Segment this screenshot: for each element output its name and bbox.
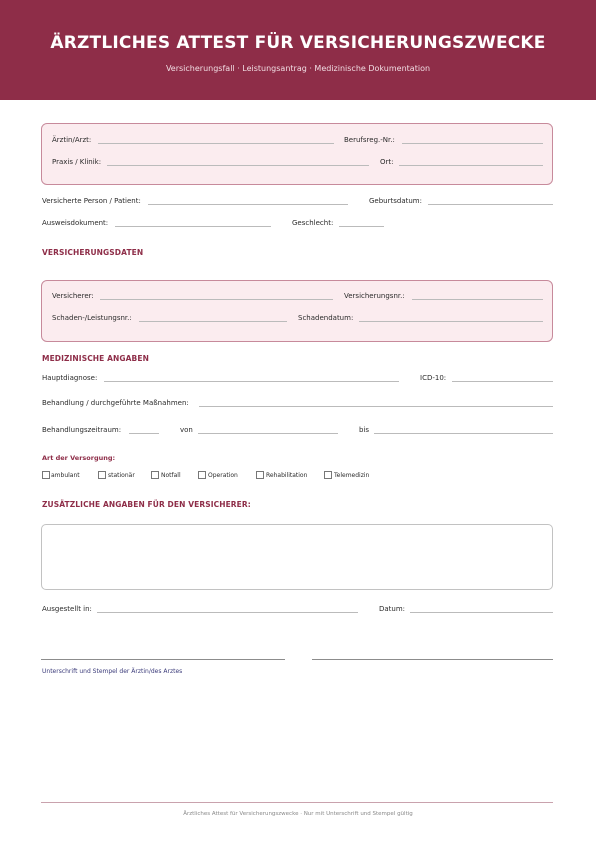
checkbox-rehabilitation[interactable]	[256, 471, 264, 479]
ort-label: Ort:	[380, 158, 394, 166]
versicherer-label: Versicherer:	[52, 292, 94, 300]
person-label: Versicherte Person / Patient:	[42, 197, 141, 205]
checkbox-label-rehabilitation: Rehabilitation	[266, 472, 308, 479]
berufsreg-label: Berufsreg.-Nr.:	[344, 136, 395, 144]
insurance-heading: VERSICHERUNGSDATEN	[42, 248, 144, 257]
checkbox-ambulant[interactable]	[42, 471, 50, 479]
checkbox-label-operation: Operation	[208, 472, 238, 479]
datum-label: Datum:	[379, 605, 406, 613]
behandlung-field[interactable]	[199, 406, 553, 407]
medical-heading: MEDIZINISCHE ANGABEN	[42, 354, 149, 363]
signature-caption: Unterschrift und Stempel der Ärztin/des Arztes	[42, 668, 183, 675]
checkbox-telemedizin[interactable]	[324, 471, 332, 479]
hauptdiagnose-field[interactable]	[104, 381, 399, 382]
von-label: von	[180, 426, 193, 434]
checkbox-label-stationaer: stationär	[108, 472, 135, 479]
checkbox-label-notfall: Notfall	[161, 472, 181, 479]
checkbox-label-telemedizin: Telemedizin	[334, 472, 370, 479]
zeitraum-field[interactable]	[129, 433, 159, 434]
geschlecht-field[interactable]	[339, 226, 384, 227]
additional-heading: ZUSÄTZLICHE ANGABEN FÜR DEN VERSICHERER:	[42, 500, 251, 509]
versicherungsnr-field[interactable]	[412, 299, 543, 300]
ausweis-field[interactable]	[115, 226, 271, 227]
checkbox-notfall[interactable]	[151, 471, 159, 479]
additional-notes-field[interactable]	[41, 524, 553, 590]
person-field[interactable]	[148, 204, 348, 205]
page-subtitle: Versicherungsfall · Leistungsantrag · Medizinische Dokumentation	[165, 64, 431, 73]
versicherungsnr-label: Versicherungsnr.:	[344, 292, 405, 300]
behandlung-label: Behandlung / durchgeführte Maßnahmen:	[42, 399, 189, 407]
hauptdiagnose-label: Hauptdiagnose:	[42, 374, 98, 382]
zeitraum-label: Behandlungszeitraum:	[42, 426, 122, 434]
icd-field[interactable]	[452, 381, 553, 382]
schadennr-field[interactable]	[139, 321, 287, 322]
geburtsdatum-field[interactable]	[428, 204, 553, 205]
praxis-field[interactable]	[107, 165, 369, 166]
von-field[interactable]	[198, 433, 338, 434]
ausweis-label: Ausweisdokument:	[42, 219, 109, 227]
doctor-info-box	[41, 123, 553, 185]
schadennr-label: Schaden-/Leistungsnr.:	[52, 314, 132, 322]
page-title: ÄRZTLICHES ATTEST FÜR VERSICHERUNGSZWECKE	[50, 33, 546, 53]
ort-field[interactable]	[399, 165, 543, 166]
signature-line[interactable]	[41, 659, 285, 660]
versorgung-label: Art der Versorgung:	[42, 454, 116, 462]
ausgestellt-field[interactable]	[97, 612, 358, 613]
insurance-box	[41, 280, 553, 342]
footer-text: Ärztliches Attest für Versicherungszwecke · Nur mit Unterschrift und Stempel gültig	[183, 811, 413, 817]
arzt-label: Ärztin/Arzt:	[52, 136, 92, 144]
checkbox-label-ambulant: ambulant	[51, 472, 80, 479]
praxis-label: Praxis / Klinik:	[52, 158, 102, 166]
geburtsdatum-label: Geburtsdatum:	[369, 197, 422, 205]
bis-label: bis	[359, 426, 370, 434]
icd-label: ICD-10:	[420, 374, 447, 382]
geschlecht-label: Geschlecht:	[292, 219, 334, 227]
arzt-field[interactable]	[98, 143, 334, 144]
stamp-line[interactable]	[312, 659, 553, 660]
footer-divider	[41, 802, 553, 803]
schadendatum-label: Schadendatum:	[298, 314, 354, 322]
checkbox-operation[interactable]	[198, 471, 206, 479]
berufsreg-field[interactable]	[402, 143, 543, 144]
header-banner	[0, 0, 596, 100]
checkbox-stationaer[interactable]	[98, 471, 106, 479]
bis-field[interactable]	[374, 433, 553, 434]
schadendatum-field[interactable]	[359, 321, 543, 322]
datum-field[interactable]	[410, 612, 553, 613]
versicherer-field[interactable]	[100, 299, 333, 300]
ausgestellt-label: Ausgestellt in:	[42, 605, 92, 613]
